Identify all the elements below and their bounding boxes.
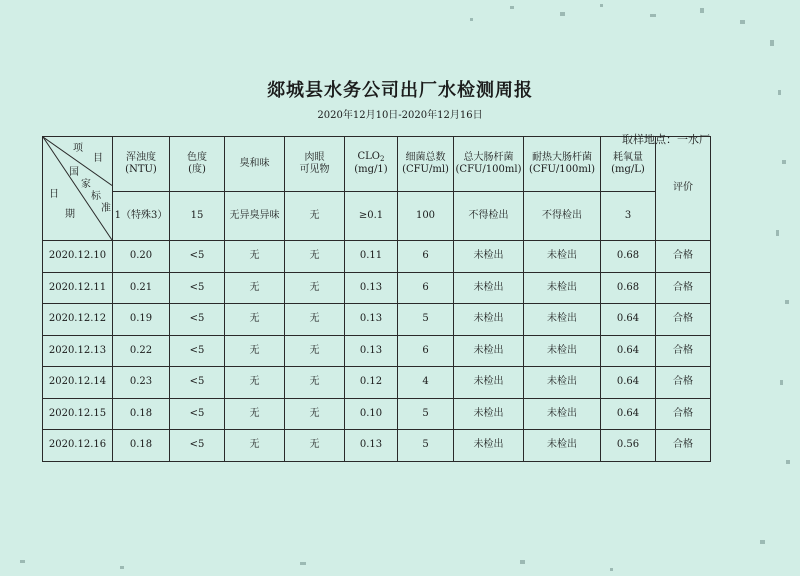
value-cell: <5 xyxy=(170,335,225,367)
value-cell: <5 xyxy=(170,367,225,399)
value-cell: 未检出 xyxy=(524,335,601,367)
col-unit: (mg/1) xyxy=(354,164,388,176)
value-cell: 0.64 xyxy=(601,398,656,430)
header-row xyxy=(43,137,711,192)
standard-cell: 不得检出 xyxy=(524,192,601,241)
col-unit: (CFU/ml) xyxy=(402,164,449,175)
table-row xyxy=(43,430,711,462)
value-cell: 无 xyxy=(285,335,345,367)
value-cell: 0.22 xyxy=(113,335,170,367)
corner-label-std-c: 标 xyxy=(91,191,101,202)
col-header-color xyxy=(170,137,225,192)
value-cell: 0.68 xyxy=(601,272,656,304)
value-cell: 0.68 xyxy=(601,241,656,273)
value-cell: 无 xyxy=(225,367,285,399)
value-cell: 未检出 xyxy=(524,367,601,399)
value-cell: 无 xyxy=(225,398,285,430)
standard-cell: 100 xyxy=(398,192,454,241)
standard-cell: 15 xyxy=(170,192,225,241)
value-cell: 无 xyxy=(285,398,345,430)
value-cell: 5 xyxy=(398,398,454,430)
col-unit: 可见物 xyxy=(299,164,330,175)
col-name: CLO xyxy=(357,151,381,163)
table-row xyxy=(43,241,711,273)
table-row xyxy=(43,272,711,304)
eval-cell: 合格 xyxy=(656,272,711,304)
value-cell: 无 xyxy=(225,272,285,304)
date-range: 2020年12月10日-2020年12月16日 xyxy=(317,110,483,121)
date-cell: 2020.12.10 xyxy=(43,241,113,273)
col-unit: (CFU/100ml) xyxy=(455,164,522,175)
corner-label-item-a: 项 xyxy=(73,143,83,154)
value-cell: 未检出 xyxy=(524,398,601,430)
value-cell: 无 xyxy=(285,367,345,399)
value-cell: 0.18 xyxy=(113,398,170,430)
standard-row xyxy=(43,192,711,241)
value-cell: 0.64 xyxy=(601,304,656,336)
value-cell: 0.64 xyxy=(601,367,656,399)
col-name: 浑浊度 xyxy=(126,151,156,163)
value-cell: 0.12 xyxy=(345,367,398,399)
value-cell: 0.13 xyxy=(345,430,398,462)
corner-label-std-b: 家 xyxy=(81,179,91,190)
standard-cell: 3 xyxy=(601,192,656,241)
col-header-odor xyxy=(225,137,285,192)
value-cell: 0.13 xyxy=(345,335,398,367)
date-cell: 2020.12.13 xyxy=(43,335,113,367)
col-unit: (NTU) xyxy=(125,164,157,175)
col-name: 总大肠杆菌 xyxy=(463,151,514,163)
date-cell: 2020.12.12 xyxy=(43,304,113,336)
col-header-chlorine xyxy=(345,137,398,192)
value-cell: <5 xyxy=(170,304,225,336)
value-cell: 未检出 xyxy=(524,304,601,336)
standard-cell: 不得检出 xyxy=(454,192,524,241)
col-subscript: 2 xyxy=(380,155,385,164)
value-cell: 无 xyxy=(285,241,345,273)
col-unit: (CFU/100ml) xyxy=(529,164,595,175)
value-cell: 无 xyxy=(285,304,345,336)
value-cell: <5 xyxy=(170,272,225,304)
value-cell: 6 xyxy=(398,335,454,367)
date-cell: 2020.12.15 xyxy=(43,398,113,430)
value-cell: 0.56 xyxy=(601,430,656,462)
value-cell: 未检出 xyxy=(524,272,601,304)
standard-cell: ≥0.1 xyxy=(345,192,398,241)
col-unit: (mg/L) xyxy=(611,164,645,175)
value-cell: 5 xyxy=(398,304,454,336)
col-header-oxygen-consumption xyxy=(601,137,656,192)
value-cell: 无 xyxy=(285,430,345,462)
value-cell: 未检出 xyxy=(524,241,601,273)
col-name: 肉眼 xyxy=(304,151,325,163)
col-name: 细菌总数 xyxy=(405,151,446,163)
col-name: 耐热大肠杆菌 xyxy=(532,151,592,163)
corner-label-item-b: 目 xyxy=(93,153,103,164)
value-cell: 0.64 xyxy=(601,335,656,367)
date-cell: 2020.12.11 xyxy=(43,272,113,304)
value-cell: 未检出 xyxy=(524,430,601,462)
eval-cell: 合格 xyxy=(656,241,711,273)
value-cell: 0.23 xyxy=(113,367,170,399)
value-cell: 未检出 xyxy=(454,367,524,399)
col-header-bacteria xyxy=(398,137,454,192)
report-title: 郯城县水务公司出厂水检测周报 xyxy=(267,80,533,101)
value-cell: 5 xyxy=(398,430,454,462)
value-cell: 6 xyxy=(398,272,454,304)
table-row xyxy=(43,335,711,367)
corner-label-date-b: 期 xyxy=(65,209,75,220)
value-cell: 0.13 xyxy=(345,272,398,304)
value-cell: <5 xyxy=(170,398,225,430)
eval-cell: 合格 xyxy=(656,304,711,336)
value-cell: 0.21 xyxy=(113,272,170,304)
report-table xyxy=(42,136,711,462)
corner-label-std-a: 国 xyxy=(69,167,79,178)
standard-cell: 1（特殊3） xyxy=(113,192,170,241)
col-header-coliform xyxy=(454,137,524,192)
value-cell: 0.19 xyxy=(113,304,170,336)
table-row xyxy=(43,398,711,430)
value-cell: 未检出 xyxy=(454,335,524,367)
value-cell: 无 xyxy=(225,335,285,367)
value-cell: 未检出 xyxy=(454,304,524,336)
value-cell: 0.10 xyxy=(345,398,398,430)
value-cell: <5 xyxy=(170,430,225,462)
value-cell: 0.20 xyxy=(113,241,170,273)
col-unit: (度) xyxy=(188,164,206,175)
value-cell: 0.13 xyxy=(345,304,398,336)
standard-cell: 无 xyxy=(285,192,345,241)
date-cell: 2020.12.14 xyxy=(43,367,113,399)
value-cell: 4 xyxy=(398,367,454,399)
value-cell: 无 xyxy=(225,304,285,336)
corner-label-date-a: 日 xyxy=(49,189,59,200)
col-name: 臭和味 xyxy=(239,157,270,169)
value-cell: 未检出 xyxy=(454,430,524,462)
value-cell: 无 xyxy=(225,430,285,462)
col-name: 耗氧量 xyxy=(613,151,643,163)
value-cell: 无 xyxy=(285,272,345,304)
corner-header-cell xyxy=(43,137,113,241)
corner-label-std-d: 准 xyxy=(101,203,111,214)
value-cell: 未检出 xyxy=(454,241,524,273)
value-cell: 未检出 xyxy=(454,398,524,430)
table-row xyxy=(43,304,711,336)
table-row xyxy=(43,367,711,399)
eval-cell: 合格 xyxy=(656,430,711,462)
sampling-location: 取样地点：一水厂 xyxy=(622,133,710,146)
eval-cell: 合格 xyxy=(656,398,711,430)
standard-cell: 无异臭异味 xyxy=(225,192,285,241)
col-header-turbidity xyxy=(113,137,170,192)
date-cell: 2020.12.16 xyxy=(43,430,113,462)
value-cell: 0.18 xyxy=(113,430,170,462)
value-cell: 无 xyxy=(225,241,285,273)
eval-cell: 合格 xyxy=(656,335,711,367)
col-name: 色度 xyxy=(187,151,207,163)
col-header-eval: 评价 xyxy=(656,137,711,241)
value-cell: 6 xyxy=(398,241,454,273)
value-cell: <5 xyxy=(170,241,225,273)
value-cell: 0.11 xyxy=(345,241,398,273)
value-cell: 未检出 xyxy=(454,272,524,304)
col-header-visible-matter xyxy=(285,137,345,192)
eval-cell: 合格 xyxy=(656,367,711,399)
col-header-thermo-coliform xyxy=(524,137,601,192)
